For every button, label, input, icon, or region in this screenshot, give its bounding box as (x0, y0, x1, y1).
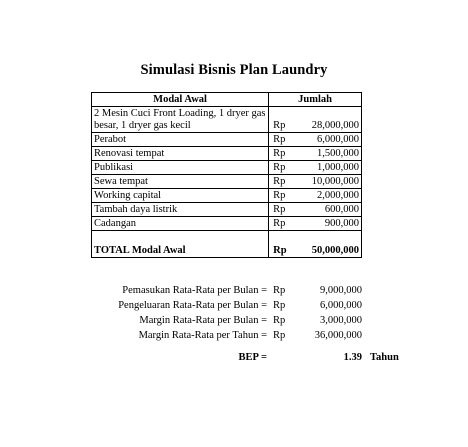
summary-currency: Rp (273, 315, 286, 326)
row-desc: Cadangan (92, 217, 269, 231)
header-jumlah: Jumlah (269, 93, 362, 107)
row-amount: 900,000 (301, 217, 362, 231)
row-desc: Perabot (92, 133, 269, 147)
table-row (92, 203, 362, 217)
table-header-row (92, 93, 362, 107)
row-desc: Publikasi (92, 161, 269, 175)
row-amount: 28,000,000 (301, 107, 362, 133)
summary-value: 3,000,000 (320, 315, 362, 326)
row-currency: Rp (269, 175, 301, 189)
summary-label: Pemasukan Rata-Rata per Bulan = (122, 285, 267, 296)
table-row (92, 147, 362, 161)
summary-label: Margin Rata-Rata per Tahun = (138, 330, 267, 341)
row-currency: Rp (269, 189, 301, 203)
summary-value: 9,000,000 (320, 285, 362, 296)
total-currency: Rp (269, 231, 301, 258)
total-label: TOTAL Modal Awal (92, 231, 269, 258)
row-currency: Rp (269, 133, 301, 147)
summary-row (91, 283, 362, 298)
row-amount: 600,000 (301, 203, 362, 217)
page-title: Simulasi Bisnis Plan Laundry (140, 62, 328, 78)
row-amount: 1,500,000 (301, 147, 362, 161)
summary-currency: Rp (273, 330, 286, 341)
summary-value: 6,000,000 (320, 300, 362, 311)
row-currency: Rp (269, 203, 301, 217)
row-desc: Tambah daya listrik (92, 203, 269, 217)
row-currency: Rp (269, 107, 301, 133)
row-desc: Sewa tempat (92, 175, 269, 189)
header-modal-awal: Modal Awal (92, 93, 269, 107)
summary-block (91, 283, 362, 343)
row-desc: 2 Mesin Cuci Front Loading, 1 dryer gas besar, 1 dryer gas kecil (92, 107, 269, 133)
capital-table (91, 92, 362, 258)
row-currency: Rp (269, 161, 301, 175)
row-amount: 2,000,000 (301, 189, 362, 203)
table-row (92, 175, 362, 189)
table-row (92, 133, 362, 147)
bep-row (91, 352, 401, 366)
table-row (92, 161, 362, 175)
row-desc: Renovasi tempat (92, 147, 269, 161)
row-desc: Working capital (92, 189, 269, 203)
summary-currency: Rp (273, 285, 286, 296)
row-amount: 10,000,000 (301, 175, 362, 189)
summary-row (91, 313, 362, 328)
table-row (92, 189, 362, 203)
summary-row (91, 328, 362, 343)
row-amount: 6,000,000 (301, 133, 362, 147)
row-amount: 1,000,000 (301, 161, 362, 175)
table-row (92, 217, 362, 231)
summary-label: Pengeluaran Rata-Rata per Bulan = (118, 300, 267, 311)
bep-unit: Tahun (370, 352, 399, 363)
table-total-row (92, 231, 362, 258)
row-currency: Rp (269, 217, 301, 231)
table-row (92, 107, 362, 133)
summary-label: Margin Rata-Rata per Bulan = (139, 315, 267, 326)
total-amount: 50,000,000 (301, 231, 362, 258)
summary-currency: Rp (273, 300, 286, 311)
row-currency: Rp (269, 147, 301, 161)
summary-row (91, 298, 362, 313)
bep-label: BEP = (238, 352, 267, 363)
summary-value: 36,000,000 (314, 330, 362, 341)
bep-value: 1.39 (343, 352, 362, 363)
